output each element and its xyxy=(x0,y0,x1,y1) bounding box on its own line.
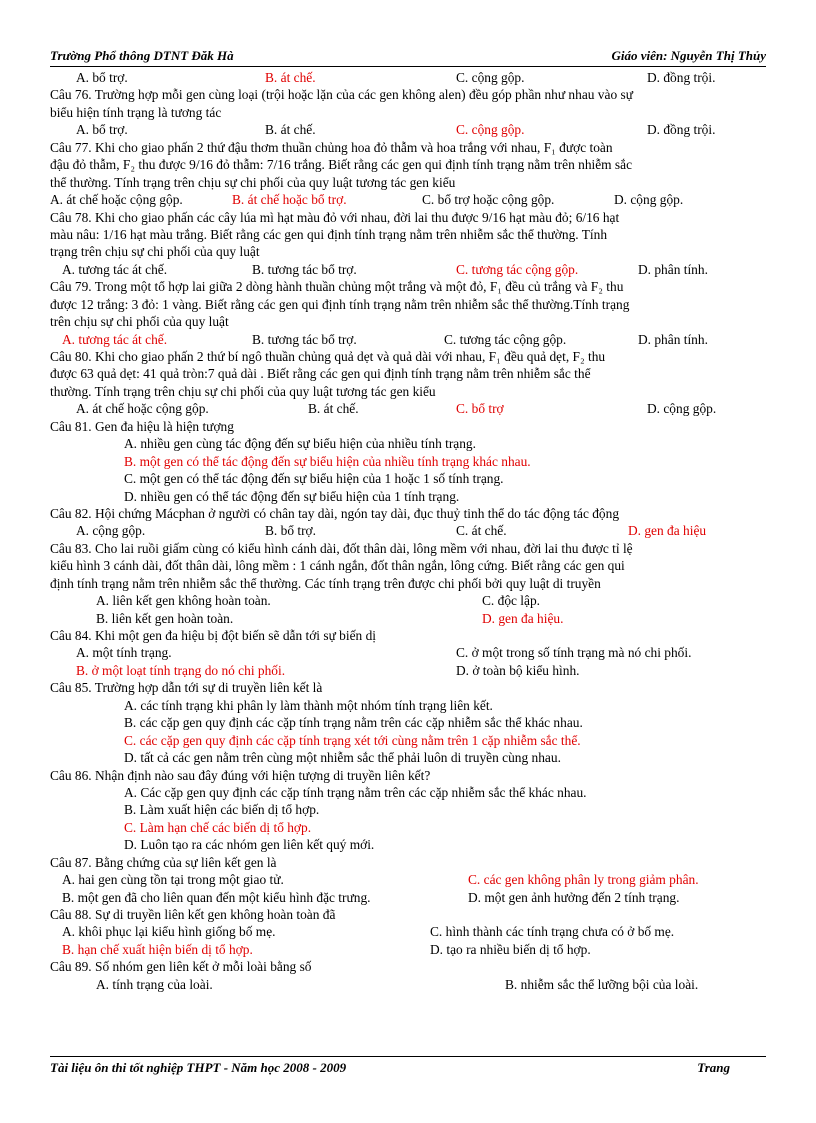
answer-options-line xyxy=(50,749,766,766)
correct-answer-option: C. bổ trợ xyxy=(456,401,504,417)
teacher-name: Giáo viên: Nguyễn Thị Thủy xyxy=(611,48,766,63)
answer-option: D. tất cả các gen nằm trên cùng một nhiễm sắc thể phải luôn di truyền cùng nhau. xyxy=(124,750,561,766)
answer-options-line xyxy=(50,261,766,278)
correct-answer-option: C. các cặp gen quy định các cặp tính trạng xét tới cùng nằm trên 1 cặp nhiễm sắc thể. xyxy=(124,732,581,748)
answer-option: A. một tính trạng. xyxy=(76,645,172,661)
answer-option: B. các cặp gen quy định các cặp tính trạng nằm trên các cặp nhiễm sắc thể khác nhau. xyxy=(124,715,583,731)
answer-options-line xyxy=(50,331,766,348)
answer-options-line xyxy=(50,644,766,661)
answer-option: A. Các cặp gen quy định các cặp tính trạng nằm trên các cặp nhiễm sắc thể khác nhau. xyxy=(124,784,587,800)
question-text-line: Câu 89. Số nhóm gen liên kết ở mỗi loài bằng số xyxy=(50,959,312,975)
question-text-line: kiểu hình 3 cánh dài, đốt thân dài, lông mềm : 1 cánh ngắn, đốt thân ngắn, lông cứng. Biết rằng các gen qui xyxy=(50,558,625,574)
answer-option: D. đồng trội. xyxy=(647,122,716,138)
question-text-line: Câu 81. Gen đa hiệu là hiện tượng xyxy=(50,418,234,434)
answer-option: D. đồng trội. xyxy=(647,70,716,85)
answer-options-line xyxy=(50,662,766,679)
correct-answer-option: B. át chế. xyxy=(265,70,316,85)
answer-option: A. át chế hoặc cộng gộp. xyxy=(76,401,209,417)
correct-answer-option: C. các gen không phân ly trong giảm phân. xyxy=(468,872,699,888)
question-text-line: Câu 85. Trường hợp dẫn tới sự di truyền liên kết là xyxy=(50,680,323,696)
answer-option: B. tương tác bổ trợ. xyxy=(252,331,357,347)
answer-options-line xyxy=(50,400,766,417)
question-text-line: Câu 86. Nhận định nào sau đây đúng với hiện tượng di truyền liên kết? xyxy=(50,767,431,783)
answer-option: D. phân tính. xyxy=(638,261,708,277)
answer-options-line xyxy=(50,732,766,749)
answer-options-line xyxy=(50,976,766,993)
answer-option: C. hình thành các tính trạng chưa có ở bố mẹ. xyxy=(430,924,675,940)
question-text-line: định tính trạng nằm trên nhiễm sắc thể thường. Các tính trạng trên được chi phối bởi quy luật di truyền xyxy=(50,575,601,591)
answer-options-line xyxy=(50,871,766,888)
correct-answer-option: A. tương tác át chế. xyxy=(62,331,168,347)
question-text-line: Câu 88. Sự di truyền liên kết gen không hoàn toàn đã xyxy=(50,907,336,922)
question-text-line: Câu 82. Hội chứng Mácphan ở người có chân tay dài, ngón tay dài, đục thuỷ tinh thể do tác động tác động xyxy=(50,505,620,521)
question-list xyxy=(50,69,766,993)
question-text-line: Câu 79. Trong một tổ hợp lai giữa 2 dòng hành thuần chủng một trắng và một đỏ, F₁ đều củ trắng và F₂ thu xyxy=(50,279,624,295)
answer-options-line xyxy=(50,801,766,818)
answer-option: C. át chế. xyxy=(456,523,507,539)
answer-option: A. bổ trợ. xyxy=(76,70,128,85)
answer-options-line xyxy=(50,784,766,801)
answer-option: A. khôi phục lại kiểu hình giống bố mẹ. xyxy=(62,924,276,940)
answer-options-line xyxy=(50,121,766,138)
page-label: Trang xyxy=(697,1060,730,1075)
correct-answer-option: D. gen đa hiệu. xyxy=(482,610,564,626)
answer-option: A. bổ trợ. xyxy=(76,122,128,138)
question-text-line: màu nâu: 1/16 hạt màu trắng. Biết rằng các gen qui định tính trạng nằm trên nhiễm sắc thể thường. Tính xyxy=(50,226,608,242)
answer-option: A. tính trạng của loài. xyxy=(96,976,213,992)
correct-answer-option: B. hạn chế xuất hiện biến dị tổ hợp. xyxy=(62,941,253,957)
answer-option: B. một gen đã cho liên quan đến một kiểu hình đặc trưng. xyxy=(62,889,371,905)
question-text-line: biểu hiện tính trạng là tương tác xyxy=(50,104,222,120)
answer-options-line xyxy=(50,697,766,714)
answer-options-line xyxy=(50,836,766,853)
question-text-line: thường. Tính trạng trên chịu sự chi phối của quy luật tương tác gen kiểu xyxy=(50,383,436,399)
question-text-line: Câu 84. Khi một gen đa hiệu bị đột biến sẽ dẫn tới sự biến dị xyxy=(50,628,376,643)
question-text-line: Câu 78. Khi cho giao phấn các cây lúa mì hạt màu đỏ với nhau, đời lai thu được 9/16 hạt màu đỏ; 6/16 hạt xyxy=(50,209,620,225)
answer-option: A. liên kết gen không hoàn toàn. xyxy=(96,593,271,609)
answer-option: A. nhiều gen cùng tác động đến sự biểu hiện của nhiều tính trạng. xyxy=(124,436,476,452)
answer-option: D. Luôn tạo ra các nhóm gen liên kết quý mới. xyxy=(124,837,375,853)
answer-option: D. ở toàn bộ kiểu hình. xyxy=(456,662,580,678)
question-text-line: Câu 87. Bằng chứng của sự liên kết gen là xyxy=(50,854,277,870)
correct-answer-option: C. Làm hạn chế các biến dị tổ hợp. xyxy=(124,819,312,835)
answer-option: C. tương tác cộng gộp. xyxy=(444,331,567,347)
answer-options-line xyxy=(50,714,766,731)
answer-option: B. nhiễm sắc thể lưỡng bội của loài. xyxy=(505,976,699,992)
question-text-line: Câu 77. Khi cho giao phấn 2 thứ đậu thơm thuần chủng hoa đỏ thẫm và hoa trắng với nhau, F₁ được toàn xyxy=(50,139,613,155)
answer-options-line xyxy=(50,819,766,836)
correct-answer-option: D. gen đa hiệu xyxy=(628,523,707,539)
question-text-line: Câu 83. Cho lai ruồi giấm cùng có kiểu hình cánh dài, đốt thân dài, lông mềm với nhau, đời lai thu được tỉ lệ xyxy=(50,540,633,556)
answer-option: B. át chế. xyxy=(265,122,316,138)
answer-option: B. liên kết gen hoàn toàn. xyxy=(96,610,234,626)
correct-answer-option: B. át chế hoặc bổ trợ. xyxy=(232,192,347,208)
question-text-line: được 12 trắng: 3 đỏ: 1 vàng. Biết rằng các gen qui định tính trạng nằm trên nhiễm sắc thể thường.Tính trạng xyxy=(50,296,630,312)
answer-options-line xyxy=(50,470,766,487)
answer-option: C. bổ trợ hoặc cộng gộp. xyxy=(422,192,555,208)
answer-option: A. tương tác át chế. xyxy=(62,261,168,277)
answer-option: D. cộng gộp. xyxy=(614,192,684,208)
question-text-line: Câu 76. Trường hợp mỗi gen cùng loại (trội hoặc lặn của các gen không alen) đều góp phần như nhau vào sự xyxy=(50,87,633,103)
answer-option: A. át chế hoặc cộng gộp. xyxy=(50,192,183,208)
answer-options-line xyxy=(50,191,766,208)
answer-option: A. cộng gộp. xyxy=(76,523,146,539)
answer-option: C. độc lập. xyxy=(482,593,541,609)
answer-option: C. cộng gộp. xyxy=(456,70,525,85)
answer-options-line xyxy=(50,488,766,505)
page-footer xyxy=(50,1056,766,1079)
question-text-line: được 63 quả dẹt: 41 quả tròn:7 quả dài . Biết rằng các gen qui định tính trạng nằm trên nhiễm sắc thể xyxy=(50,366,591,382)
correct-answer-option: B. ở một loạt tính trạng do nó chi phối. xyxy=(76,662,286,678)
answer-option: B. át chế. xyxy=(308,401,359,417)
question-text-line: Câu 80. Khi cho giao phấn 2 thứ bí ngô thuần chủng quả dẹt và quả dài với nhau, F₁ đều quả dẹt, F₂ thu xyxy=(50,349,606,364)
correct-answer-option: C. cộng gộp. xyxy=(456,122,525,138)
answer-option: D. tạo ra nhiều biến dị tổ hợp. xyxy=(430,941,591,957)
answer-options-line xyxy=(50,453,766,470)
answer-option: B. Làm xuất hiện các biến dị tổ hợp. xyxy=(124,802,320,818)
question-text-line: trên chịu sự chi phối của quy luật xyxy=(50,314,229,330)
answer-option: A. hai gen cùng tồn tại trong một giao tử. xyxy=(62,872,284,888)
correct-answer-option: C. tương tác cộng gộp. xyxy=(456,261,579,277)
answer-options-line xyxy=(50,522,766,539)
document-title: Tài liệu ôn thi tốt nghiệp THPT - Năm học 2008 - 2009 xyxy=(50,1060,347,1075)
answer-options-line xyxy=(50,435,766,452)
answer-option: D. phân tính. xyxy=(638,331,708,347)
answer-option: C. một gen có thể tác động đến sự biểu hiện của 1 hoặc 1 số tính trạng. xyxy=(124,471,504,487)
answer-options-line xyxy=(50,69,766,86)
answer-option: A. các tính trạng khi phân ly làm thành một nhóm tính trạng liên kết. xyxy=(124,697,493,713)
answer-options-line xyxy=(50,941,766,958)
question-text-line: đậu đỏ thẫm, F₂ thu được 9/16 đỏ thẫm: 7/16 trắng. Biết rằng các gen qui định tính trạng nằm trên nhiễm sắc xyxy=(50,157,633,173)
answer-option: B. tương tác bổ trợ. xyxy=(252,261,357,277)
answer-option: D. nhiều gen có thể tác động đến sự biểu hiện của 1 tính trạng. xyxy=(124,488,460,504)
answer-option: B. bổ trợ. xyxy=(265,523,316,539)
correct-answer-option: B. một gen có thể tác động đến sự biểu hiện của nhiều tính trạng khác nhau. xyxy=(124,453,531,469)
answer-option: D. cộng gộp. xyxy=(647,401,717,417)
answer-options-line xyxy=(50,923,766,940)
answer-option: C. ở một trong số tính trạng mà nó chi phối. xyxy=(456,645,692,661)
answer-options-line xyxy=(50,610,766,627)
answer-options-line xyxy=(50,889,766,906)
question-text-line: trạng trên chịu sự chi phối của quy luật xyxy=(50,244,260,260)
answer-options-line xyxy=(50,592,766,609)
page-header xyxy=(50,48,766,67)
school-name: Trường Phổ thông DTNT Đăk Hà xyxy=(50,48,234,63)
question-text-line: thể thường. Tính trạng trên chịu sự chi phối của quy luật tương tác gen kiểu xyxy=(50,174,456,190)
answer-option: D. một gen ảnh hưởng đến 2 tính trạng. xyxy=(468,889,680,905)
